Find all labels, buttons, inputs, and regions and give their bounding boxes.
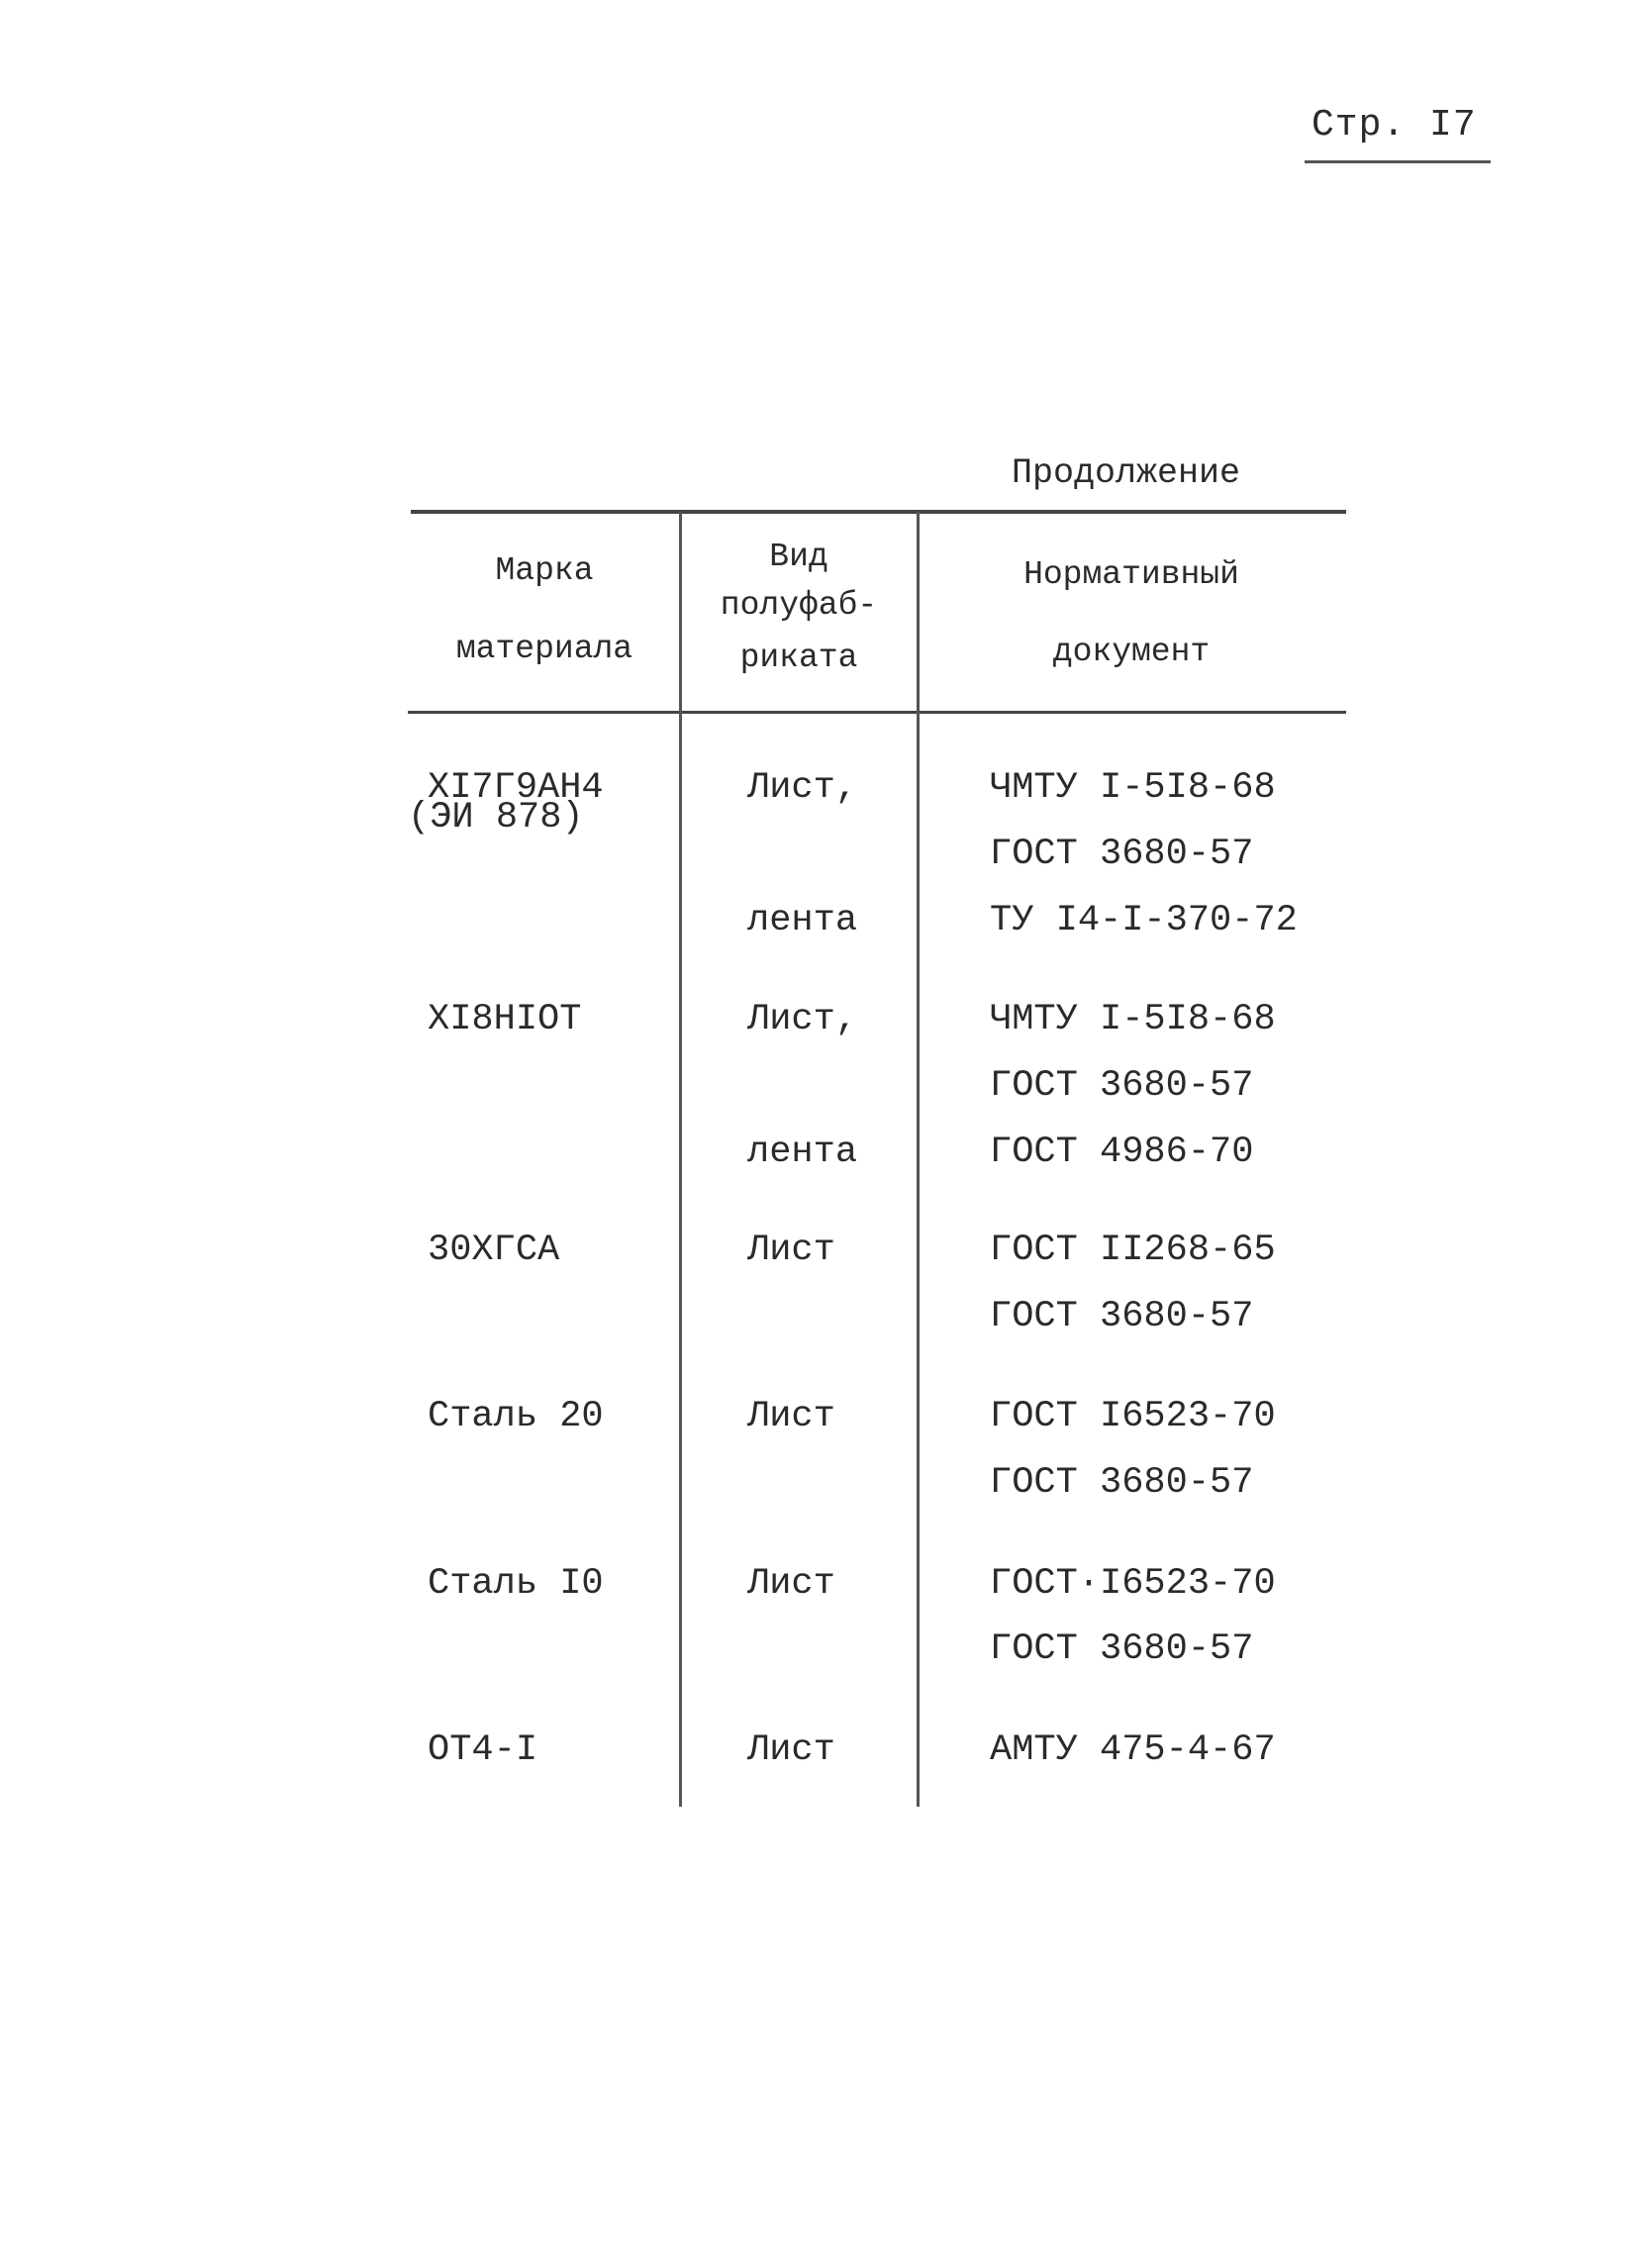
row6-grade: OT4-I bbox=[428, 1729, 538, 1771]
row2-doc-3: ГОСТ 4986-70 bbox=[990, 1132, 1254, 1173]
row5-grade: Сталь I0 bbox=[428, 1563, 604, 1605]
row3-doc-1: ГОСТ II268-65 bbox=[990, 1230, 1276, 1271]
header-grade-line2: материала bbox=[455, 631, 633, 667]
row4-doc-1: ГОСТ I6523-70 bbox=[990, 1396, 1276, 1437]
page-number: Стр. I7 bbox=[1312, 104, 1477, 147]
row1-form-2: лента bbox=[747, 900, 858, 941]
row1-grade-note: (ЭИ 878) bbox=[408, 797, 584, 838]
table-header-rule bbox=[408, 711, 1346, 714]
row3-form-1: Лист bbox=[747, 1230, 835, 1271]
header-grade-line1: Марка bbox=[495, 552, 594, 589]
row1-grade: XI7Г9AH4 bbox=[428, 767, 604, 809]
column-divider-1 bbox=[679, 512, 682, 1807]
row1-doc-1: ЧМТУ I-5I8-68 bbox=[990, 767, 1276, 809]
row1-doc-2: ГОСТ 3680-57 bbox=[990, 834, 1254, 875]
header-form-line2: полуфаб- bbox=[720, 587, 878, 624]
header-document-line2: документ bbox=[1052, 634, 1211, 670]
header-document-line1: Нормативный bbox=[1023, 556, 1239, 593]
row4-grade: Сталь 20 bbox=[428, 1396, 604, 1437]
row3-doc-2: ГОСТ 3680-57 bbox=[990, 1296, 1254, 1337]
row2-doc-1: ЧМТУ I-5I8-68 bbox=[990, 999, 1276, 1040]
row5-doc-2: ГОСТ 3680-57 bbox=[990, 1628, 1254, 1670]
row2-doc-2: ГОСТ 3680-57 bbox=[990, 1065, 1254, 1107]
row3-grade: 30XГCA bbox=[428, 1230, 560, 1271]
header-form bbox=[681, 541, 917, 674]
row2-grade: XI8HIOT bbox=[428, 999, 582, 1040]
header-document bbox=[919, 558, 1344, 668]
header-form-line1: Вид bbox=[769, 539, 828, 575]
row4-form-1: Лист bbox=[747, 1396, 835, 1437]
row5-form-1: Лист bbox=[747, 1563, 835, 1605]
row1-doc-3: ТУ I4-I-370-72 bbox=[990, 900, 1298, 941]
header-form-line3: риката bbox=[739, 640, 858, 676]
row2-form-1: Лист, bbox=[747, 999, 858, 1040]
table-top-rule bbox=[411, 510, 1346, 514]
page-number-underline bbox=[1305, 160, 1491, 163]
row6-doc-1: АМТУ 475-4-67 bbox=[990, 1729, 1276, 1771]
row6-form-1: Лист bbox=[747, 1729, 835, 1771]
column-divider-2 bbox=[917, 512, 920, 1807]
continuation-label: Продолжение bbox=[1012, 453, 1241, 493]
row5-doc-1: ГОСТ·I6523-70 bbox=[990, 1563, 1276, 1605]
row1-form-1: Лист, bbox=[747, 767, 858, 809]
row2-form-2: лента bbox=[747, 1132, 858, 1173]
header-grade bbox=[411, 554, 678, 665]
row4-doc-2: ГОСТ 3680-57 bbox=[990, 1462, 1254, 1504]
